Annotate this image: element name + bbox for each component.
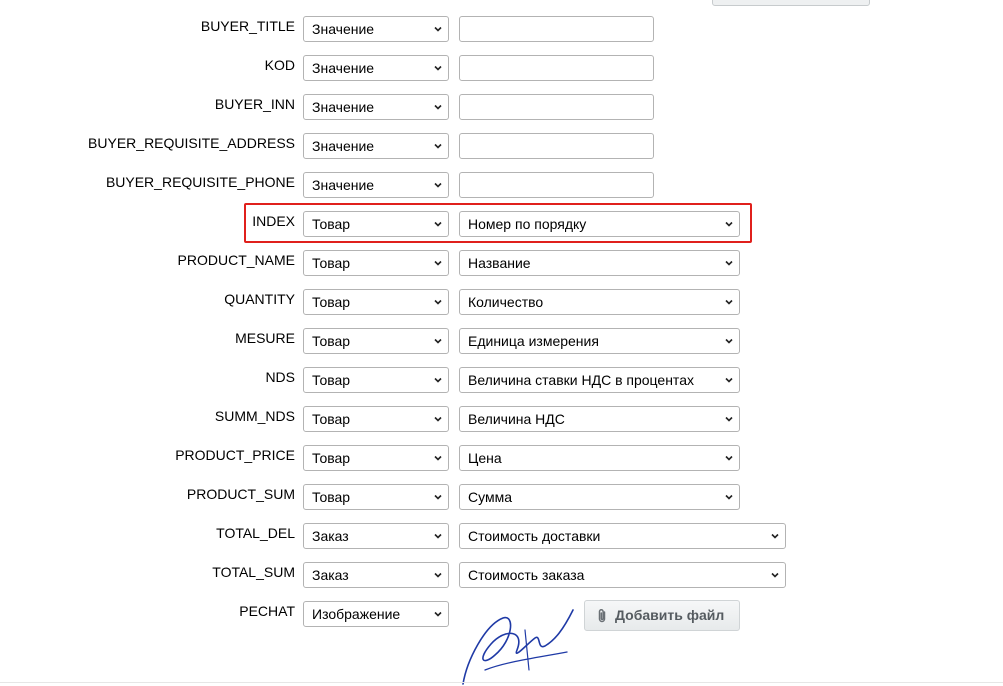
source-select[interactable]	[303, 16, 449, 42]
field-label: TOTAL_SUM	[212, 564, 295, 580]
chevron-down-icon	[434, 337, 442, 345]
source-select-value: Значение	[312, 60, 375, 76]
field-select[interactable]	[459, 289, 740, 315]
field-label: TOTAL_DEL	[216, 525, 295, 541]
field-label: INDEX	[252, 213, 295, 229]
source-select[interactable]	[303, 172, 449, 198]
field-select-value: Цена	[468, 450, 502, 466]
chevron-down-icon	[434, 220, 442, 228]
chevron-down-icon	[434, 103, 442, 111]
field-select[interactable]	[459, 250, 740, 276]
value-input[interactable]	[459, 16, 654, 42]
chevron-down-icon	[725, 376, 733, 384]
field-row-buyer-requisite-phone	[0, 172, 1003, 198]
chevron-down-icon	[725, 337, 733, 345]
source-select[interactable]	[303, 133, 449, 159]
field-row-nds	[0, 367, 1003, 393]
source-select-value: Товар	[312, 411, 351, 427]
source-select[interactable]	[303, 523, 449, 549]
chevron-down-icon	[434, 415, 442, 423]
value-input[interactable]	[459, 133, 654, 159]
field-row-total-del	[0, 523, 1003, 549]
source-select-value: Товар	[312, 294, 351, 310]
field-select-value: Величина ставки НДС в процентах	[468, 372, 694, 388]
field-row-buyer-inn	[0, 94, 1003, 120]
source-select-value: Заказ	[312, 528, 349, 544]
source-select-value: Товар	[312, 372, 351, 388]
source-select[interactable]	[303, 601, 449, 627]
source-select-value: Изображение	[312, 606, 401, 622]
source-select-value: Товар	[312, 333, 351, 349]
chevron-down-icon	[725, 259, 733, 267]
field-select-value: Название	[468, 255, 531, 271]
field-select[interactable]	[459, 562, 786, 588]
source-select[interactable]	[303, 55, 449, 81]
source-select[interactable]	[303, 562, 449, 588]
source-select[interactable]	[303, 445, 449, 471]
field-label: MESURE	[235, 330, 295, 346]
value-input[interactable]	[459, 94, 654, 120]
chevron-down-icon	[434, 259, 442, 267]
chevron-down-icon	[771, 571, 779, 579]
field-label: KOD	[264, 57, 295, 73]
field-select-value: Стоимость заказа	[468, 567, 585, 583]
chevron-down-icon	[434, 376, 442, 384]
field-select[interactable]	[459, 406, 740, 432]
source-select[interactable]	[303, 367, 449, 393]
field-select-value: Количество	[468, 294, 544, 310]
source-select-value: Товар	[312, 450, 351, 466]
field-select[interactable]	[459, 484, 740, 510]
field-label: NDS	[265, 369, 295, 385]
value-input[interactable]	[459, 172, 654, 198]
field-label: PRODUCT_SUM	[186, 486, 295, 502]
field-select[interactable]	[459, 523, 786, 549]
field-label: PECHAT	[239, 603, 295, 619]
field-label: BUYER_TITLE	[200, 18, 295, 34]
field-label: BUYER_INN	[214, 96, 295, 112]
source-select-value: Товар	[312, 216, 351, 232]
chevron-down-icon	[725, 220, 733, 228]
signature-image	[455, 600, 585, 686]
field-row-total-sum	[0, 562, 1003, 588]
field-row-product-sum	[0, 484, 1003, 510]
chevron-down-icon	[725, 415, 733, 423]
source-select-value: Значение	[312, 21, 375, 37]
top-button[interactable]	[712, 0, 870, 6]
field-row-kod	[0, 55, 1003, 81]
chevron-down-icon	[725, 454, 733, 462]
chevron-down-icon	[434, 298, 442, 306]
field-label: PRODUCT_NAME	[177, 252, 295, 268]
field-label: BUYER_REQUISITE_PHONE	[105, 174, 295, 190]
chevron-down-icon	[434, 64, 442, 72]
chevron-down-icon	[434, 610, 442, 618]
field-label: SUMM_NDS	[214, 408, 295, 424]
chevron-down-icon	[434, 571, 442, 579]
chevron-down-icon	[434, 454, 442, 462]
source-select-value: Товар	[312, 489, 351, 505]
source-select[interactable]	[303, 289, 449, 315]
chevron-down-icon	[725, 493, 733, 501]
field-label: QUANTITY	[224, 291, 295, 307]
source-select-value: Значение	[312, 99, 375, 115]
chevron-down-icon	[434, 142, 442, 150]
source-select[interactable]	[303, 211, 449, 237]
field-label: BUYER_REQUISITE_ADDRESS	[88, 135, 295, 151]
field-select-value: Номер по порядку	[468, 216, 587, 232]
field-row-mesure	[0, 328, 1003, 354]
chevron-down-icon	[434, 532, 442, 540]
field-select-value: Величина НДС	[468, 411, 565, 427]
field-select[interactable]	[459, 367, 740, 393]
source-select[interactable]	[303, 484, 449, 510]
field-row-product-name	[0, 250, 1003, 276]
source-select[interactable]	[303, 250, 449, 276]
chevron-down-icon	[434, 181, 442, 189]
chevron-down-icon	[725, 298, 733, 306]
source-select-value: Товар	[312, 255, 351, 271]
field-row-product-price	[0, 445, 1003, 471]
field-select-value: Стоимость доставки	[468, 528, 601, 544]
field-row-buyer-requisite-address	[0, 133, 1003, 159]
paperclip-icon	[596, 608, 608, 624]
field-select[interactable]	[459, 211, 740, 237]
source-select-value: Заказ	[312, 567, 349, 583]
source-select[interactable]	[303, 406, 449, 432]
field-row-summ-nds	[0, 406, 1003, 432]
field-select[interactable]	[459, 328, 740, 354]
source-select[interactable]	[303, 328, 449, 354]
add-file-label: Добавить файл	[615, 607, 725, 623]
source-select[interactable]	[303, 94, 449, 120]
source-select-value: Значение	[312, 138, 375, 154]
field-label: PRODUCT_PRICE	[175, 447, 295, 463]
field-select-value: Сумма	[468, 489, 512, 505]
value-input[interactable]	[459, 55, 654, 81]
chevron-down-icon	[434, 25, 442, 33]
field-select-value: Единица измерения	[468, 333, 599, 349]
chevron-down-icon	[434, 493, 442, 501]
source-select-value: Значение	[312, 177, 375, 193]
field-select[interactable]	[459, 445, 740, 471]
field-row-quantity	[0, 289, 1003, 315]
chevron-down-icon	[771, 532, 779, 540]
field-row-buyer-title	[0, 16, 1003, 42]
add-file-button[interactable]	[584, 600, 740, 631]
field-row-index	[0, 211, 1003, 237]
